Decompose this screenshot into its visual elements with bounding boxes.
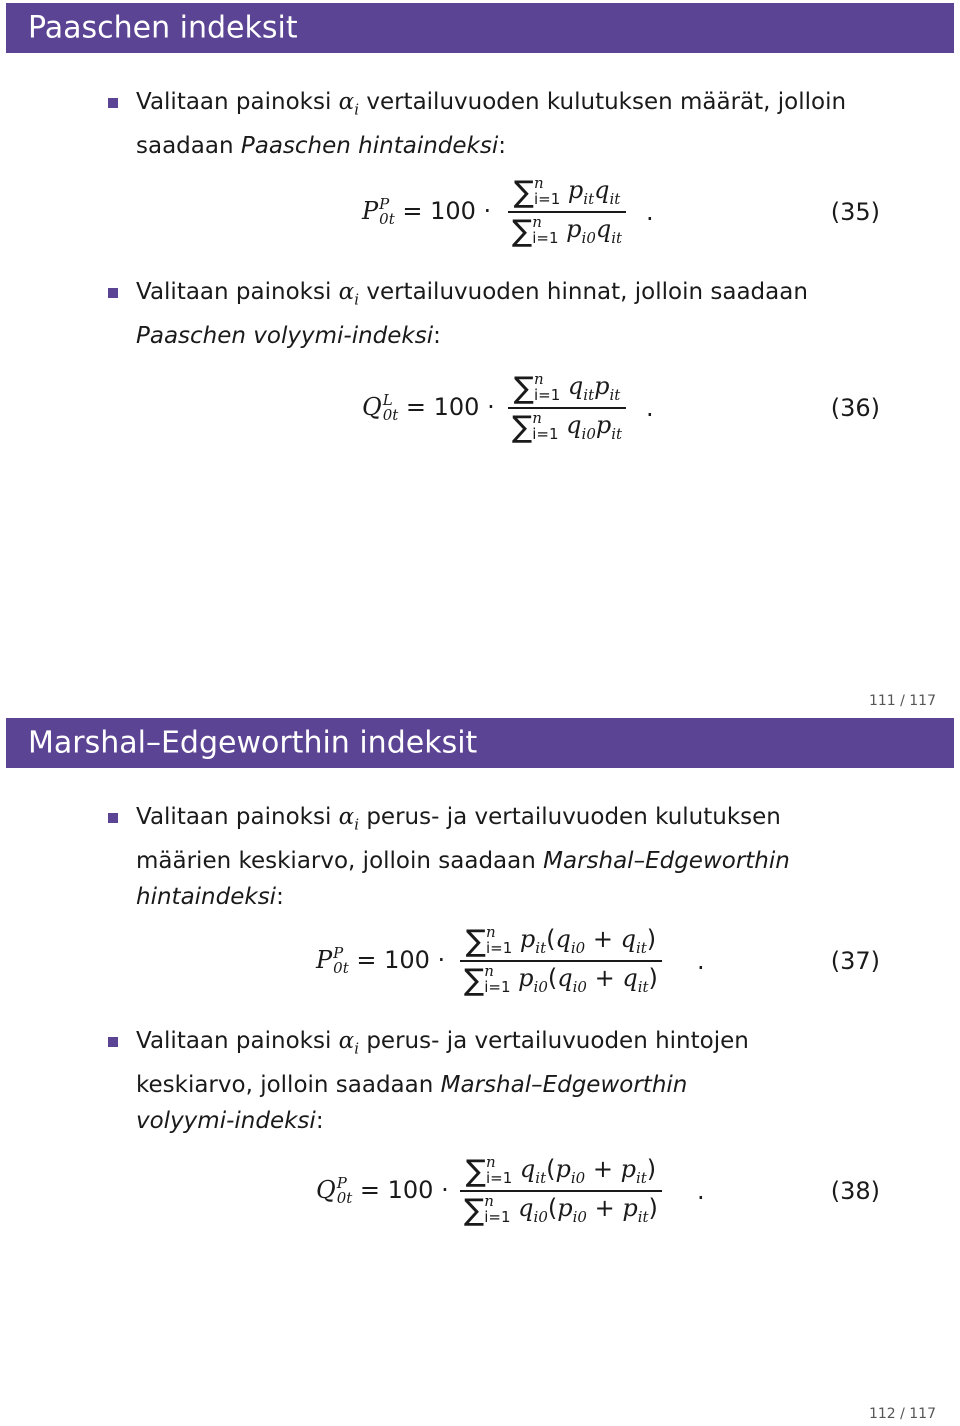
fraction [460, 921, 662, 1001]
fraction [460, 1151, 662, 1231]
bullet-square-icon [108, 813, 118, 823]
fraction [508, 172, 626, 252]
fraction-numerator: ∑n i=1 $p_{it}q_{it}$ [513, 174, 621, 211]
slide-title: Paaschen indeksit [28, 10, 298, 46]
page-number: 111 / 117 [868, 693, 936, 709]
fraction-denominator: ∑n i=1 $p_{i0}q_{it}$ [512, 212, 623, 249]
fraction-numerator: ∑n i=1 $q_{it}(p_{i0} + p_{it})$ [465, 1153, 657, 1190]
equation-lhs: QP 0t = 100 · [316, 1174, 449, 1207]
bullet-item [108, 84, 868, 164]
fraction-numerator: ∑n i=1 $q_{it}p_{it}$ [513, 370, 621, 407]
bullet-text: Valitaan painoksi $\alpha_i$ vertailuvuoden hinnat, jolloin saadaan Paaschen volyymi-indeksi: [136, 279, 808, 349]
slide-marshal-edgeworth [0, 713, 960, 1426]
bullet-item [108, 1023, 868, 1139]
bullet-square-icon [108, 1037, 118, 1047]
equation-37: PP 0t = 100 · ∑n i=1 $p_{it}(q_{i0} + q_{it})$ ∑n i=1 $p_{i0}(q_{i0} + q_{it})$ . (37) [0, 921, 960, 1001]
bullet-item [108, 799, 868, 915]
slide-title: Marshal–Edgeworthin indeksit [28, 725, 478, 761]
bullet-square-icon [108, 288, 118, 298]
equation-lhs: PP 0t = 100 · [362, 195, 492, 228]
fraction-denominator: ∑n i=1 $q_{i0}p_{it}$ [512, 408, 623, 445]
fraction-bar [508, 211, 626, 213]
equation-36: QL 0t = 100 · ∑n i=1 $q_{it}p_{it}$ ∑n i=1 $q_{i0}p_{it}$ . (36) [0, 368, 960, 448]
fraction-numerator: ∑n i=1 $p_{it}(q_{i0} + q_{it})$ [465, 923, 657, 960]
bullet-square-icon [108, 98, 118, 108]
bullet-text: Valitaan painoksi $\alpha_i$ perus- ja vertailuvuoden kulutuksen määrien keskiarvo, jolloin saadaan Marshal–Edgeworthin hintaindeksi: [136, 804, 790, 910]
equation-lhs: PP 0t = 100 · [316, 944, 446, 977]
bullet-text: Valitaan painoksi $\alpha_i$ vertailuvuoden kulutuksen määrät, jolloin saadaan Paaschen hintaindeksi: [136, 89, 847, 159]
equation-number: (37) [830, 947, 880, 975]
bullet-item [108, 274, 868, 354]
equation-number: (38) [830, 1177, 880, 1205]
fraction-bar [508, 407, 626, 409]
slide-header [6, 3, 954, 53]
fraction-denominator: ∑n i=1 $q_{i0}(p_{i0} + p_{it})$ [464, 1191, 658, 1228]
bullet-text: Valitaan painoksi $\alpha_i$ perus- ja vertailuvuoden hintojen keskiarvo, jolloin saadaan Marshal–Edgeworthin volyymi-indeksi: [136, 1028, 749, 1134]
equation-35: PP 0t = 100 · ∑n i=1 $p_{it}q_{it}$ ∑n i=1 $p_{i0}q_{it}$ . (35) [0, 172, 960, 252]
equation-lhs: QL 0t = 100 · [362, 391, 495, 424]
equation-number: (36) [830, 394, 880, 422]
equation-38: QP 0t = 100 · ∑n i=1 $q_{it}(p_{i0} + p_{it})$ ∑n i=1 $q_{i0}(p_{i0} + p_{it})$ . (38) [0, 1151, 960, 1231]
fraction [508, 368, 626, 448]
fraction-denominator: ∑n i=1 $p_{i0}(q_{i0} + q_{it})$ [464, 961, 658, 998]
page-number: 112 / 117 [868, 1406, 936, 1422]
slide-header [6, 718, 954, 768]
equation-number: (35) [830, 198, 880, 226]
